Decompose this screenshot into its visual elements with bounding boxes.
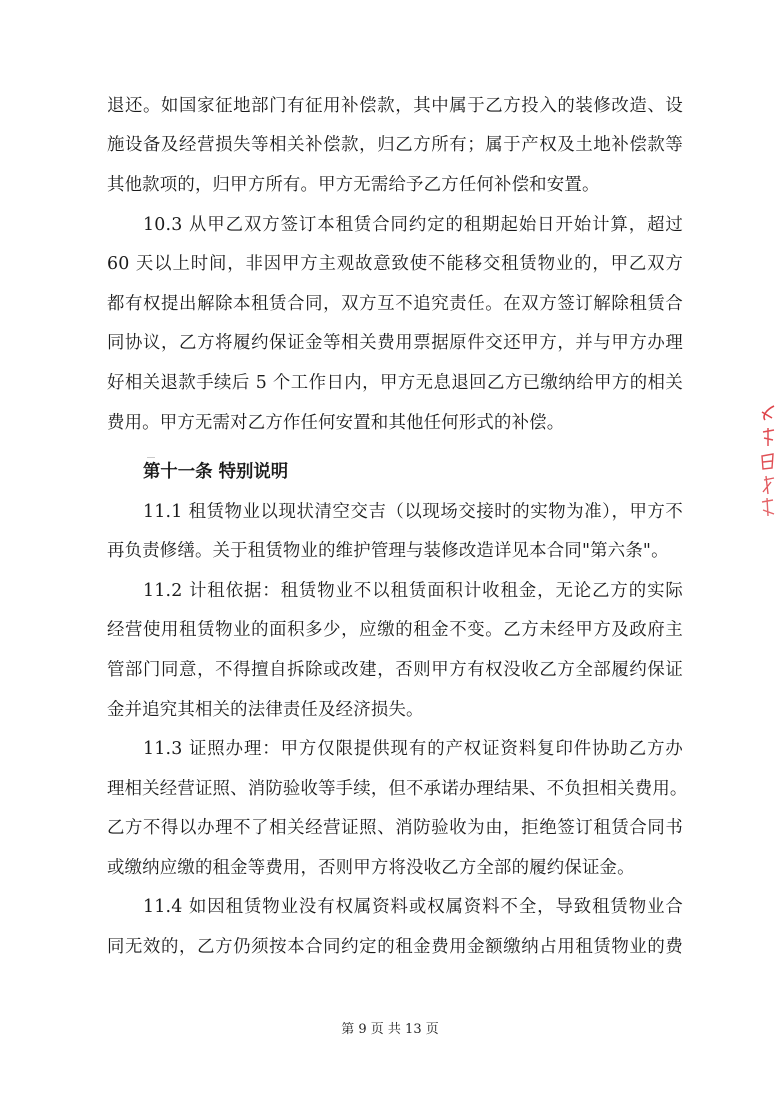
scan-mark — [147, 457, 155, 458]
paragraph-line: 11.1 租赁物业以现状清空交吉（以现场交接时的实物为准），甲方不 — [143, 502, 683, 522]
paragraph-line: 都有权提出解除本租赁合同，双方互不追究责任。在双方签订解除租赁合 — [107, 294, 683, 314]
paragraph-line: 11.3 证照办理：甲方仅限提供现有的产权证资料复印件协助乙方办 — [143, 739, 683, 759]
paragraph-line: 好相关退款手续后 5 个工作日内，甲方无息退回乙方已缴纳给甲方的相关 — [107, 373, 683, 393]
paragraph-line: 11.2 计租依据：租赁物业不以租赁面积计收租金，无论乙方的实际 — [143, 581, 683, 601]
paragraph-line: 退还。如国家征地部门有征用补偿款，其中属于乙方投入的装修改造、设 — [107, 96, 683, 116]
page-footer: 第 9 页 共 13 页 — [341, 1022, 439, 1037]
paragraph-line: 同无效的，乙方仍须按本合同约定的租金费用金额缴纳占用租赁物业的费 — [107, 937, 683, 957]
seal-stamp-icon — [756, 398, 778, 528]
paragraph-line: 同协议，乙方将履约保证金等相关费用票据原件交还甲方，并与甲方办理 — [107, 333, 683, 353]
paragraph-line: 施设备及经营损失等相关补偿款，归乙方所有；属于产权及土地补偿款等 — [107, 135, 683, 155]
paragraph-line: 乙方不得以办理不了相关经营证照、消防验收为由，拒绝签订租赁合同书 — [107, 818, 683, 838]
paragraph-line: 11.4 如因租赁物业没有权属资料或权属资料不全，导致租赁物业合 — [143, 897, 683, 917]
paragraph-line: 理相关经营证照、消防验收等手续，但不承诺办理结果、不负担相关费用。 — [107, 779, 688, 799]
paragraph-line: 金并追究其相关的法律责任及经济损失。 — [107, 700, 424, 720]
paragraph-line: 10.3 从甲乙双方签订本租赁合同约定的租期起始日开始计算，超过 — [143, 215, 683, 235]
section-heading: 第十一条 特别说明 — [143, 462, 289, 482]
paragraph-line: 60 天以上时间，非因甲方主观故意致使不能移交租赁物业的，甲乙双方 — [107, 254, 683, 274]
paragraph-line: 费用。甲方无需对乙方作任何安置和其他任何形式的补偿。 — [107, 413, 565, 433]
paragraph-line: 管部门同意，不得擅自拆除或改建，否则甲方有权没收乙方全部履约保证 — [107, 660, 683, 680]
paragraph-line: 经营使用租赁物业的面积多少，应缴的租金不变。乙方未经甲方及政府主 — [107, 620, 683, 640]
paragraph-line: 其他款项的，归甲方所有。甲方无需给予乙方任何补偿和安置。 — [107, 175, 600, 195]
paragraph-line: 或缴纳应缴的租金等费用，否则甲方将没收乙方全部的履约保证金。 — [107, 858, 635, 878]
paragraph-line: 再负责修缮。关于租赁物业的维护管理与装修改造详见本合同"第六条"。 — [107, 541, 669, 561]
